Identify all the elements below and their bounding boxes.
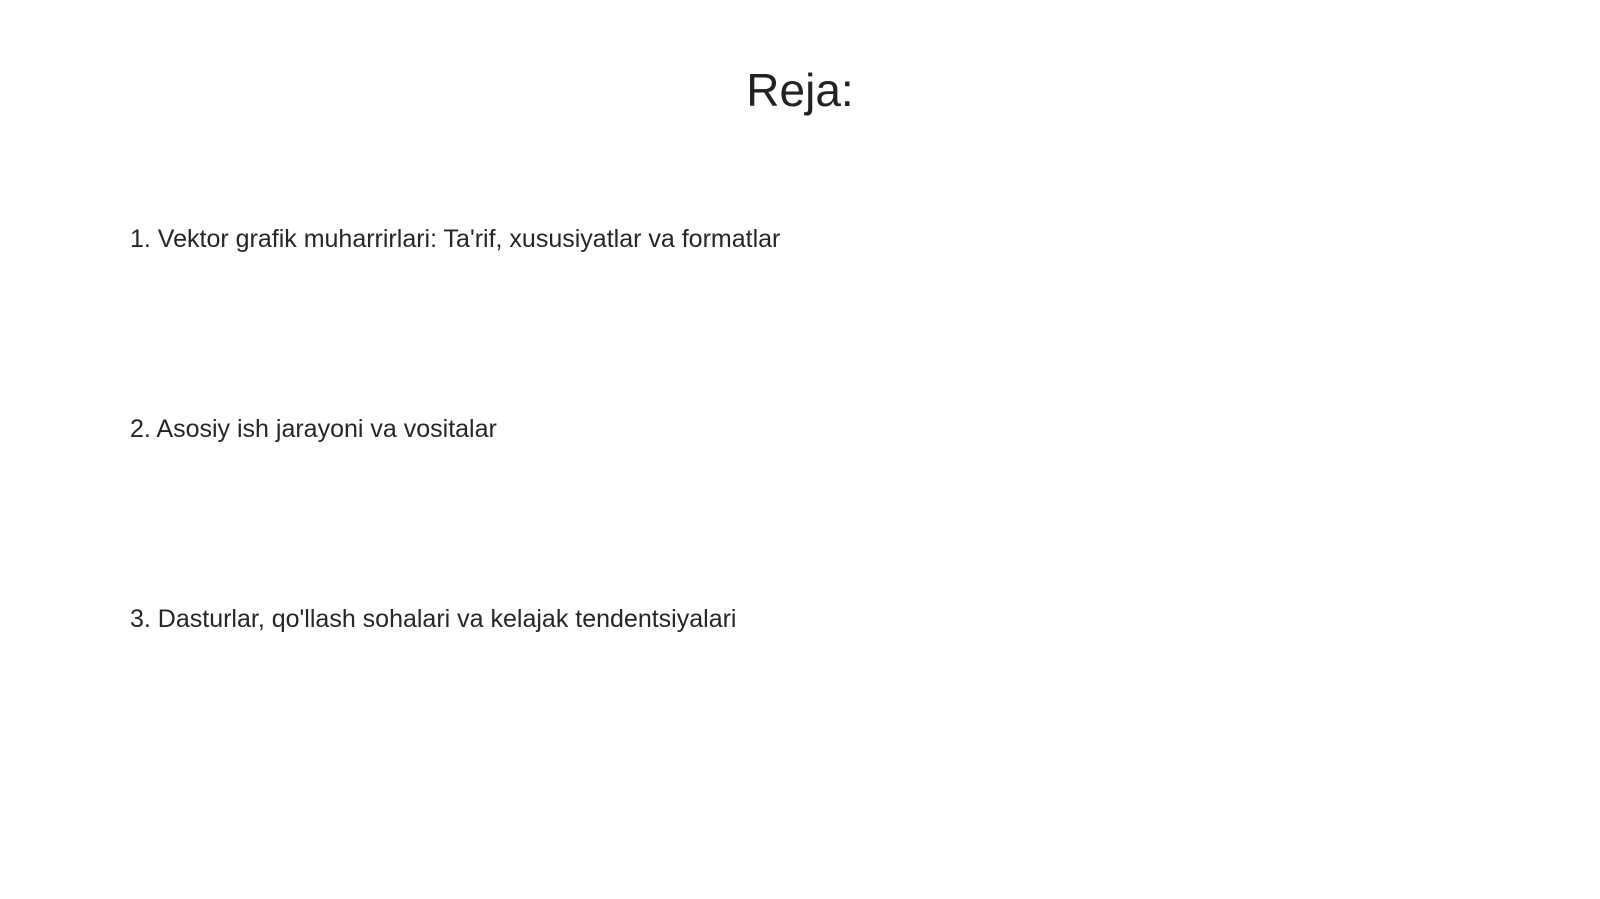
plan-item-1: 1. Vektor grafik muharrirlari: Ta'rif, xususiyatlar va formatlar <box>130 225 781 253</box>
plan-item-2: 2. Asosiy ish jarayoni va vositalar <box>130 415 497 443</box>
plan-item-3: 3. Dasturlar, qo'llash sohalari va kelajak tendentsiyalari <box>130 605 737 633</box>
slide-title: Reja: <box>746 64 854 116</box>
